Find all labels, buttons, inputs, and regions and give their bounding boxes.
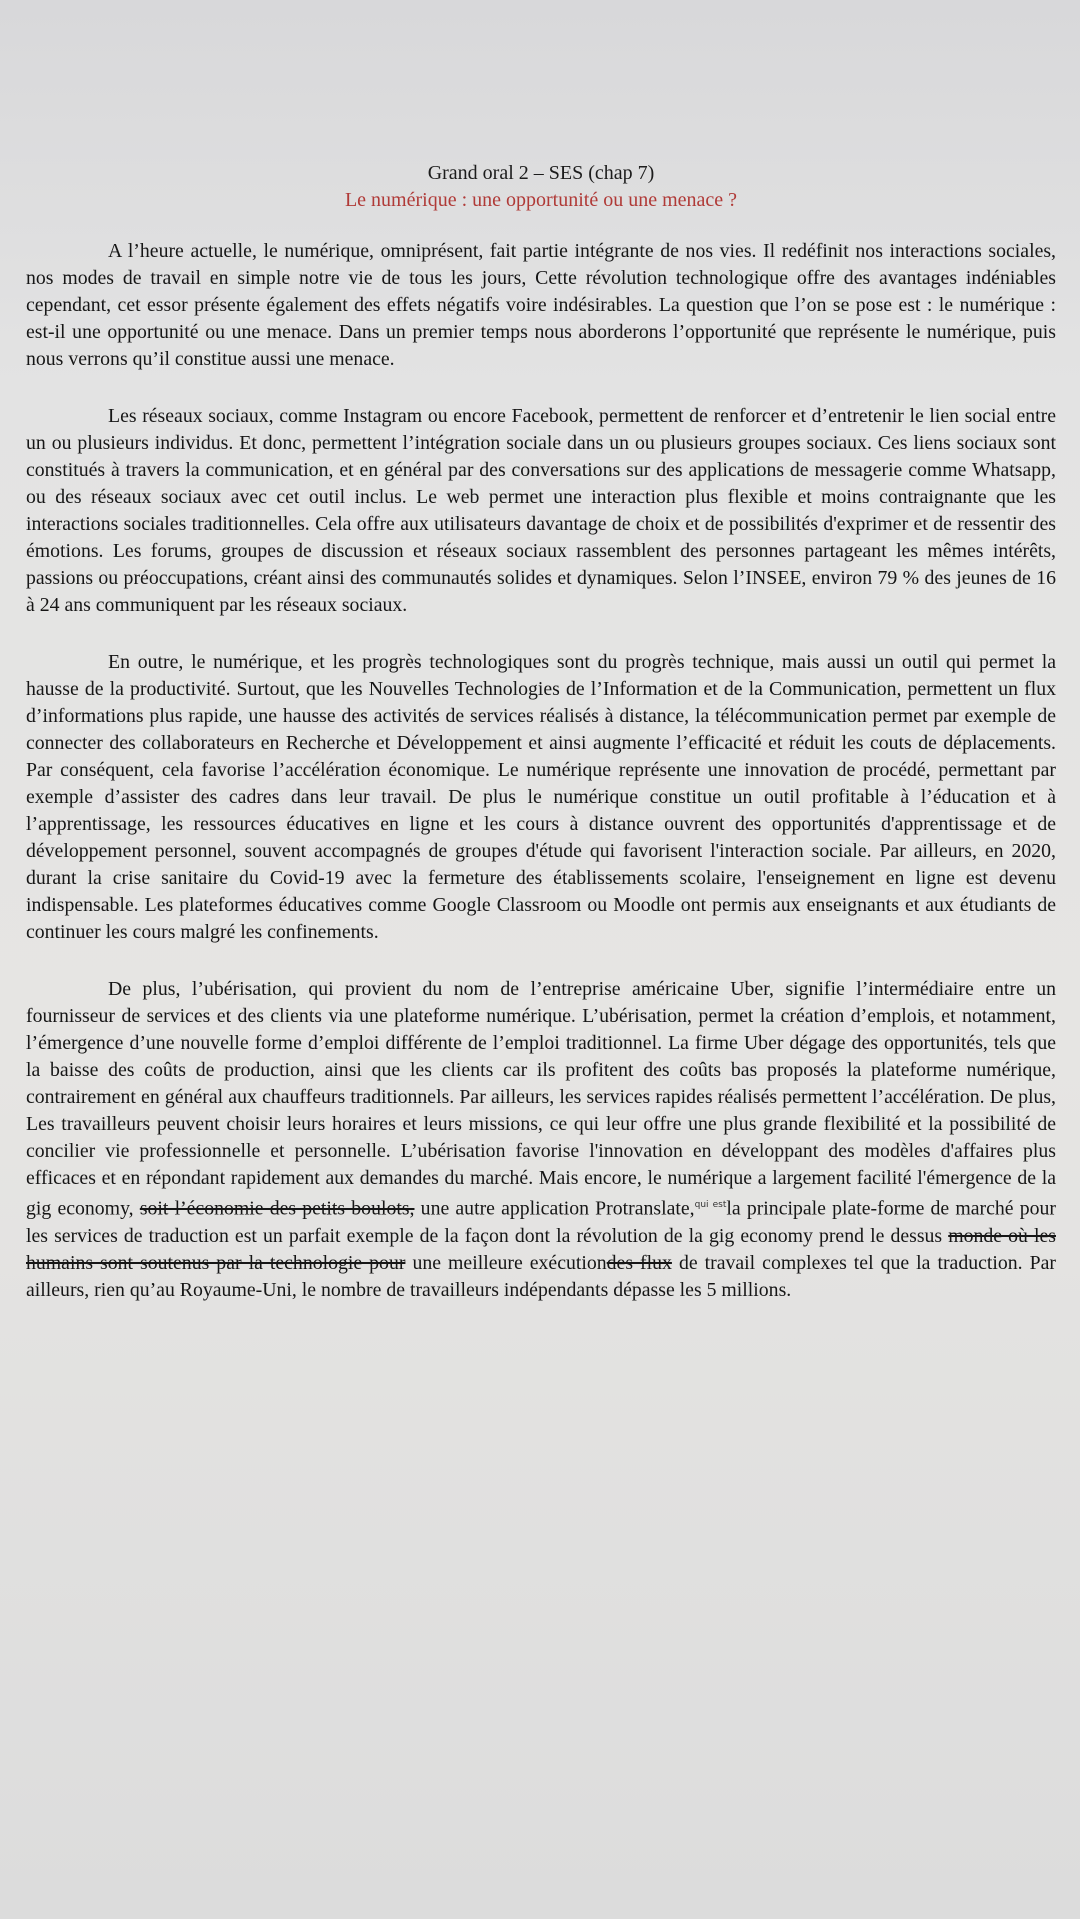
paragraph-text: Les réseaux sociaux, comme Instagram ou encore Facebook, permettent de renforcer et d’entretenir le lien social entre un ou plusieurs individus. Et donc, permettent l’intégration sociale dans un ou plusieurs groupes sociaux. Ces liens sociaux sont constitués à travers la communication, et en général par des conversations sur des applications de messagerie comme Whatsapp, ou des réseaux sociaux avec cet outil inclus. Le web permet une interaction plus flexible et moins contraignante que les interactions sociales traditionnelles. Cela offre aux utilisateurs davantage de choix et de possibilités d'exprimer et de ressentir des émotions. Les forums, groupes de discussion et réseaux sociaux rassemblent des personnes partageant les mêmes intérêts, passions ou préoccupations, créant ainsi des communautés solides et dynamiques. Selon l’INSEE, environ 79 % des jeunes de 16 à 24 ans communiquent par les réseaux sociaux.	[26, 405, 1056, 616]
paragraph-text: la principale plate-forme de marché pour les services de traduction est un parfait exemple de la façon dont la révolution de la gig economy prend le dessus	[26, 1197, 1056, 1247]
uberisation-paragraph	[26, 976, 1056, 1304]
paragraph-text: une autre application Protranslate,	[420, 1197, 695, 1220]
paragraph-text: A l’heure actuelle, le numérique, omniprésent, fait partie intégrante de nos vies. Il redéfinit nos interactions sociales, nos modes de travail en simple notre vie de tous les jours, Cette révolution technologique offre des avantages indéniables cependant, cet essor présente également des effets négatifs voire indésirables. La question que l’on se pose est : le numérique : est-il une opportunité ou une menace. Dans un premier temps nous aborderons l’opportunité que représente le numérique, puis nous verrons qu’il constitue aussi une menace.	[26, 240, 1056, 370]
document-subtitle: Le numérique : une opportunité ou une menace ?	[344, 189, 738, 211]
paragraph-text: une meilleure exécution	[412, 1251, 607, 1274]
social-networks-paragraph	[26, 403, 1056, 619]
productivity-paragraph	[26, 649, 1056, 946]
strikethrough-text: soit l’économie des petits boulots,	[139, 1197, 415, 1220]
paragraph-text: De plus, l’ubérisation, qui provient du nom de l’entreprise américaine Uber, signifie l’intermédiaire entre un fournisseur de services et des clients via une plateforme numérique. L’ubérisation, permet la création d’emplois, et notamment, l’émergence d’une nouvelle forme d’emploi différente de l’emploi traditionnel. La firme Uber dégage des opportunités, tels que la baisse des coûts de production, ainsi que les clients car ils profitent des coûts bas proposés la plateforme numérique, contrairement en général aux chauffeurs traditionnels. Par ailleurs, les services rapides réalisés permettent l’accélération. De plus, Les travailleurs peuvent choisir leurs horaires et leurs missions, ce qui leur offre une plus grande flexibilité et la possibilité de concilier vie professionnelle et personnelle. L’ubérisation favorise l'innovation en développant des modèles d'affaires plus efficaces et en répondant rapidement aux demandes du marché. Mais encore, le numérique a largement facilité l'émergence de la gig economy,	[26, 978, 1056, 1220]
handwritten-annotation: qui est	[694, 1200, 727, 1210]
paragraph-text: de travail complexes tel que la traduction. Par ailleurs, rien qu’au Royaume-Uni, le nombre de travailleurs indépendants dépasse les 5 millions.	[26, 1251, 1056, 1301]
strikethrough-text: des flux	[606, 1251, 672, 1274]
document-title: Grand oral 2 – SES (chap 7)	[427, 162, 655, 184]
document-header	[26, 160, 1056, 214]
intro-paragraph	[26, 238, 1056, 373]
strikethrough-text: monde où les humains sont soutenus par la technologie pour	[26, 1224, 1056, 1274]
paragraph-text: En outre, le numérique, et les progrès technologiques sont du progrès technique, mais aussi un outil qui permet la hausse de la productivité. Surtout, que les Nouvelles Technologies de l’Information et de la Communication, permettent un flux d’informations plus rapide, une hausse des activités de services réalisés à distance, la télécommunication permet par exemple de connecter des collaborateurs en Recherche et Développement et ainsi augmente l’efficacité et réduit les couts de déplacements. Par conséquent, cela favorise l’accélération économique. Le numérique représente une innovation de procédé, permettant par exemple d’assister des cadres dans leur travail. De plus le numérique constitue un outil profitable à l’éducation et à l’apprentissage, les ressources éducatives en ligne et les cours à distance ouvrent des opportunités d'apprentissage et de développement personnel, souvent accompagnés de groupes d'étude qui favorisent l'interaction sociale. Par ailleurs, en 2020, durant la crise sanitaire du Covid-19 avec la fermeture des établissements scolaire, l'enseignement en ligne est devenu indispensable. Les plateformes éducatives comme Google Classroom ou Moodle ont permis aux enseignants et aux étudiants de continuer les cours malgré les confinements.	[26, 651, 1056, 943]
